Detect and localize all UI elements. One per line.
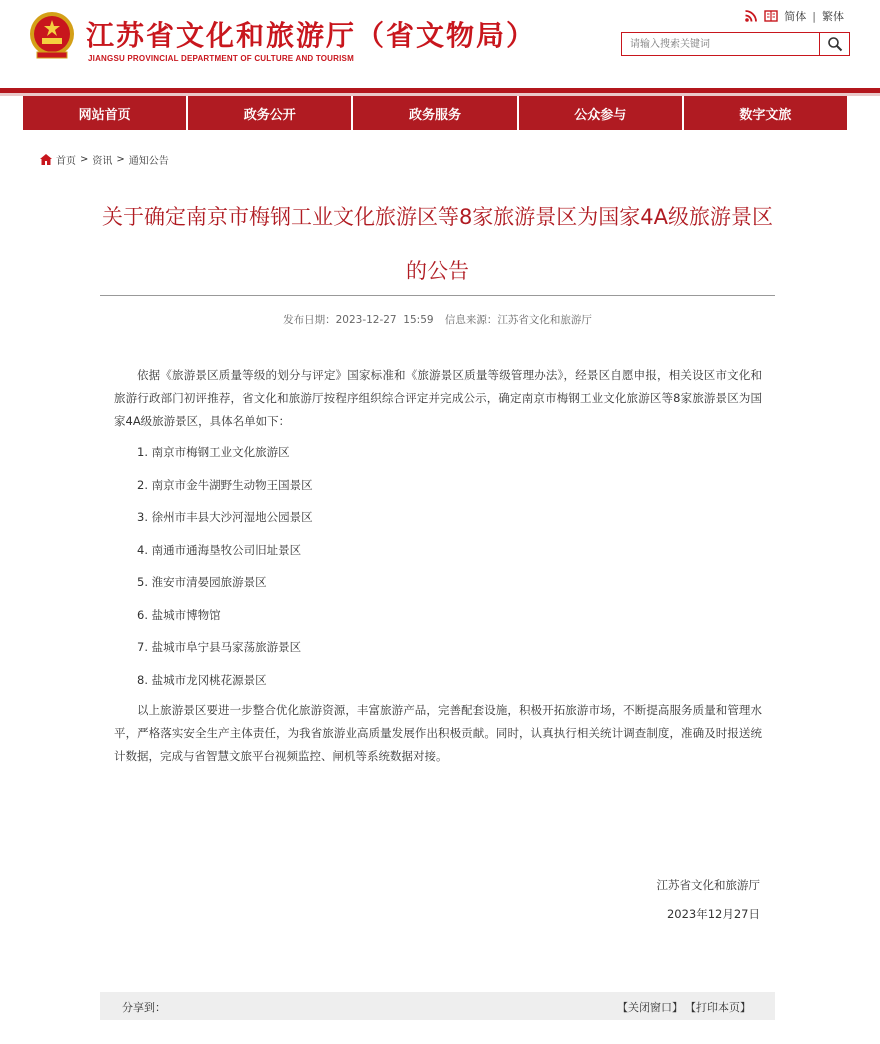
- list-item: 5. 淮安市清晏园旅游景区: [137, 575, 267, 589]
- search-box: [621, 32, 850, 56]
- breadcrumb-home[interactable]: 首页: [56, 156, 76, 167]
- search-input[interactable]: [622, 33, 820, 55]
- main-nav: [23, 96, 847, 130]
- article-body: [114, 364, 762, 768]
- source-label: 信息来源：: [444, 314, 498, 326]
- search-icon: [827, 36, 843, 52]
- nav-item-government-services[interactable]: 政务服务: [353, 96, 516, 130]
- nav-item-home[interactable]: 网站首页: [23, 96, 186, 130]
- article-title: 关于确定南京市梅钢工业文化旅游区等8家旅游景区为国家4A级旅游景区的公告: [101, 205, 774, 283]
- list-item: 6. 盐城市博物馆: [137, 607, 221, 622]
- accessibility-reader-icon[interactable]: [764, 9, 778, 23]
- publish-date: 2023-12-27 15:59: [335, 314, 434, 326]
- list-item: 4. 南通市通海垦牧公司旧址景区: [137, 542, 302, 557]
- source-value: 江苏省文化和旅游厅: [497, 314, 592, 326]
- scenic-area-list: [114, 436, 762, 696]
- site-header: [0, 0, 880, 92]
- list-item: 8. 盐城市龙冈桃花源景区: [137, 672, 267, 687]
- title-divider: [100, 295, 775, 296]
- share-bar: [100, 992, 775, 1020]
- nav-item-government-affairs[interactable]: 政务公开: [188, 96, 351, 130]
- closing-paragraph: 以上旅游景区要进一步整合优化旅游资源，丰富旅游产品，完善配套设施，积极开拓旅游市场，不断提高服务质量和管理水平，严格落实安全生产主体责任，为我省旅游业高质量发展作出积极贡献。同时，认真执行相关统计调查制度，准确及时报送统计数据，完成与省智慧文旅平台视频监控、闸机等系统数据对接。: [114, 703, 762, 763]
- share-label: 分享到：: [122, 1001, 166, 1014]
- site-subtitle: JIANGSU PROVINCIAL DEPARTMENT OF CULTURE AND TOURISM: [88, 54, 354, 63]
- list-item: 1. 南京市梅钢工业文化旅游区: [137, 445, 290, 459]
- list-item: 3. 徐州市丰县大沙河湿地公园景区: [137, 510, 313, 524]
- signature-block: [657, 877, 761, 922]
- nav-item-digital-tourism[interactable]: 数字文旅: [684, 96, 847, 130]
- site-title[interactable]: 江苏省文化和旅游厅（省文物局）: [86, 19, 537, 52]
- nav-item-public-participation[interactable]: 公众参与: [519, 96, 682, 130]
- intro-paragraph: 依据《旅游景区质量等级的划分与评定》国家标准和《旅游景区质量等级管理办法》，经景区自愿申报，相关设区市文化和旅游行政部门初评推荐，省文化和旅游厅按程序组织综合评定并完成公示，确定南京市梅钢工业文化旅游区等8家旅游景区为国家4A级旅游景区，具体名单如下：: [114, 368, 762, 428]
- traditional-chinese-link[interactable]: 繁体: [822, 10, 844, 23]
- breadcrumb-separator: >: [116, 154, 125, 165]
- article-meta: [100, 312, 775, 327]
- breadcrumb-separator: >: [80, 154, 89, 165]
- close-window-button[interactable]: 【关闭窗口】: [617, 1001, 683, 1014]
- signature-organization: 江苏省文化和旅游厅: [656, 878, 760, 892]
- search-button[interactable]: [819, 33, 849, 55]
- list-item: 7. 盐城市阜宁县马家荡旅游景区: [137, 640, 302, 654]
- page-actions: [617, 999, 751, 1015]
- signature-date: 2023年12月27日: [666, 907, 760, 921]
- list-item: 2. 南京市金牛湖野生动物王国景区: [137, 477, 313, 492]
- breadcrumb-section[interactable]: 资讯: [92, 156, 113, 167]
- breadcrumb: [40, 152, 169, 167]
- simplified-chinese-link[interactable]: 简体: [784, 10, 807, 23]
- language-bar: [744, 8, 844, 24]
- publish-date-label: 发布日期：: [283, 314, 336, 326]
- breadcrumb-current[interactable]: 通知公告: [128, 156, 169, 167]
- lang-separator: |: [812, 9, 816, 23]
- rss-icon[interactable]: [744, 9, 758, 23]
- national-emblem-icon: [27, 10, 77, 62]
- home-icon: [40, 154, 52, 165]
- print-page-button[interactable]: 【打印本页】: [685, 1001, 751, 1014]
